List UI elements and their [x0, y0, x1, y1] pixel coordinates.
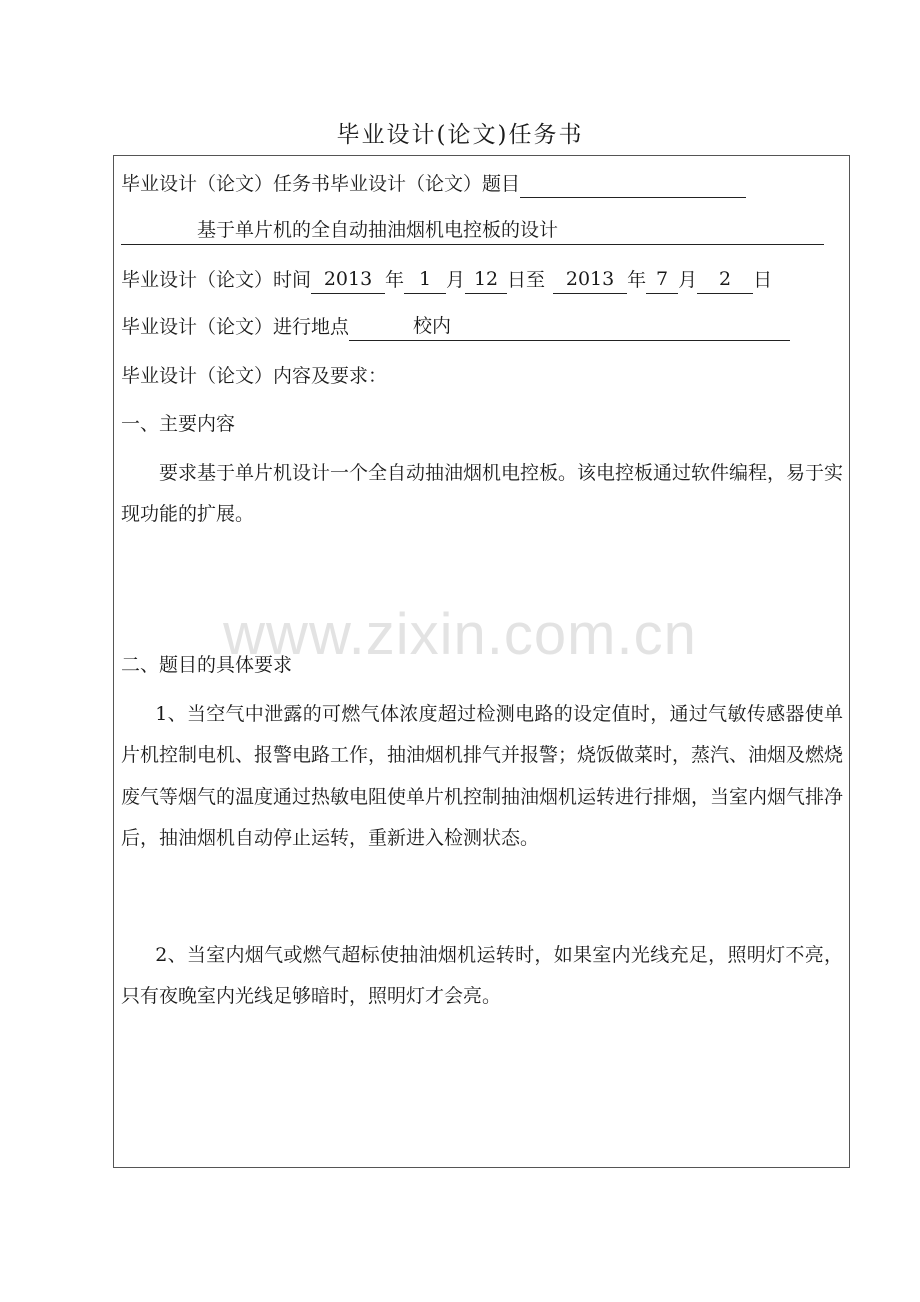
- page-title: 毕业设计(论文)任务书: [336, 122, 584, 148]
- topic-row: [121, 170, 746, 198]
- end-year: 2013: [553, 267, 627, 294]
- time-label: 毕业设计（论文）时间: [121, 269, 312, 291]
- topic-label: 毕业设计（论文）任务书毕业设计（论文）题目: [121, 173, 521, 195]
- location-label: 毕业设计（论文）进行地点: [121, 316, 350, 338]
- topic-value: 基于单片机的全自动抽油烟机电控板的设计: [197, 219, 559, 241]
- topic-blank-line: [520, 171, 746, 198]
- location-value: 校内: [413, 315, 452, 337]
- time-row: [121, 266, 772, 294]
- content-header: 毕业设计（论文）内容及要求：: [121, 365, 388, 387]
- month-char-1: 月: [446, 269, 466, 291]
- month-char-2: 月: [678, 269, 698, 291]
- section1-body: 要求基于单片机设计一个全自动抽油烟机电控板。该电控板通过软件编程，易于实现功能的扩展。: [121, 462, 844, 526]
- section2-item-1: 1、当空气中泄露的可燃气体浓度超过检测电路的设定值时，通过气敏传感器使单片机控制电机、报警电路工作，抽油烟机排气并报警；烧饭做菜时，蒸汽、油烟及燃烧废气等烟气的温度通过热敏电阻使单片机控制抽油烟机运转进行排烟，当室内烟气排净后，抽油烟机自动停止运转，重新进入检测状态。: [121, 703, 844, 850]
- location-row: [121, 313, 790, 341]
- section2-item-2: 2、当室内烟气或燃气超标使抽油烟机运转时，如果室内光线充足，照明灯不亮，只有夜晚室内光线足够暗时，照明灯才会亮。: [121, 944, 843, 1008]
- to-text: 日至: [507, 269, 546, 291]
- start-day: 12: [465, 267, 507, 294]
- year-char-1: 年: [385, 269, 405, 291]
- location-underline: [349, 314, 790, 341]
- end-month: 7: [646, 267, 678, 294]
- topic-value-underline: [121, 218, 824, 245]
- section2-heading: 二、题目的具体要求: [121, 654, 293, 676]
- year-char-2: 年: [627, 269, 647, 291]
- end-day: 2: [697, 267, 753, 294]
- start-year: 2013: [311, 267, 385, 294]
- watermark: www.zixin.com.cn: [223, 602, 697, 667]
- section1-heading: 一、主要内容: [121, 413, 236, 435]
- start-month: 1: [404, 267, 446, 294]
- topic-value-row: [121, 217, 824, 245]
- day-char: 日: [753, 269, 773, 291]
